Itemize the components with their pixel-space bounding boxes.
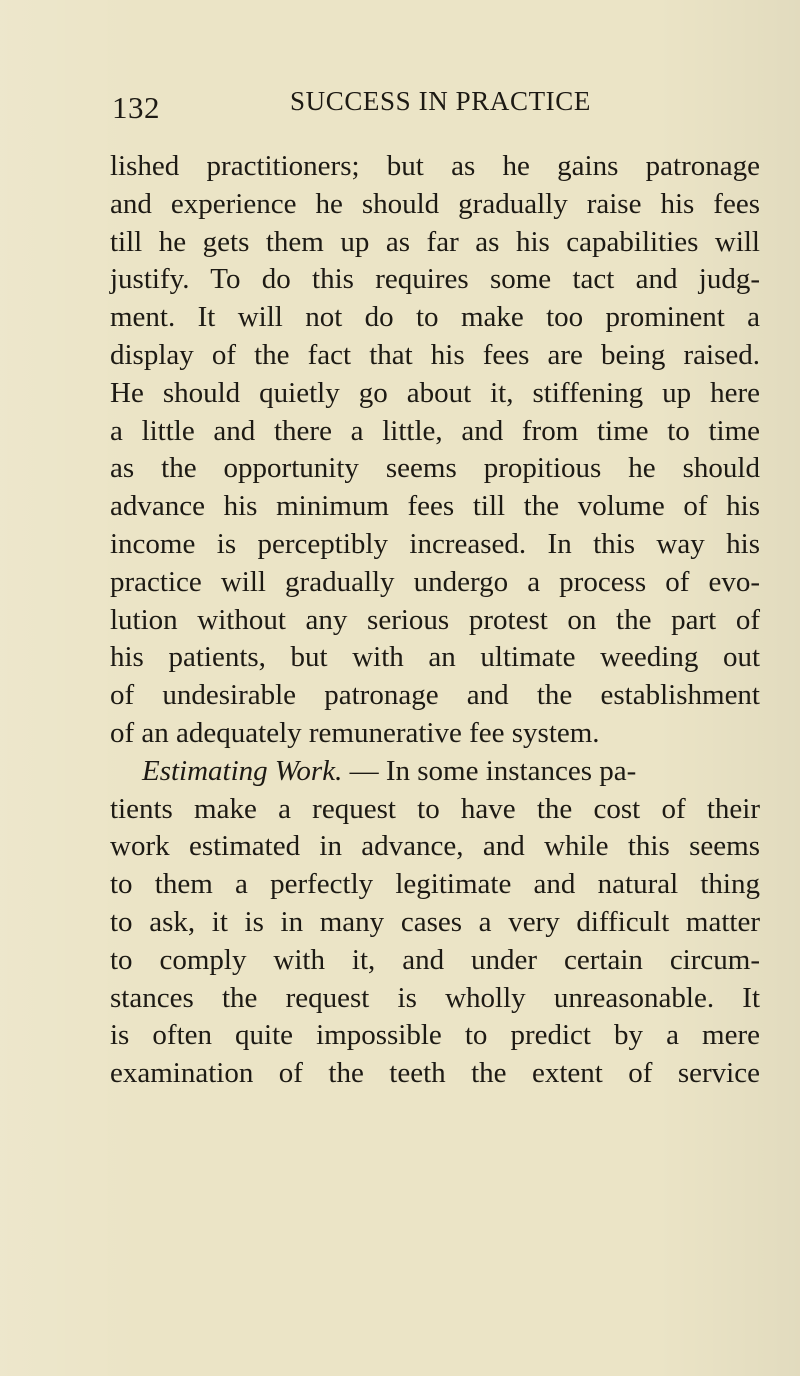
section-dash: — xyxy=(342,754,386,787)
text-line: advance his minimum fees till the volume of his xyxy=(110,490,760,523)
text-line: tients make a request to have the cost of their xyxy=(110,792,760,825)
text-line: to comply with it, and under certain circum- xyxy=(110,943,760,976)
page-number: 132 xyxy=(112,90,160,125)
text-line: income is perceptibly increased. In this way his xyxy=(110,527,760,560)
text-line: to them a perfectly legitimate and natural thing xyxy=(110,868,760,901)
running-title: SUCCESS IN PRACTICE xyxy=(290,86,591,116)
text-line: is often quite impossible to predict by a mere xyxy=(110,1019,760,1052)
section-heading: Estimating Work. xyxy=(142,754,343,787)
text-line: practice will gradually undergo a process of evo- xyxy=(110,565,760,598)
text-line: examination of the teeth the extent of service xyxy=(110,1057,760,1090)
text-line: stances the request is wholly unreasonable. It xyxy=(110,981,760,1014)
text-line: ment. It will not do to make too prominent a xyxy=(110,301,760,334)
text-line: till he gets them up as far as his capabilities will xyxy=(110,225,760,258)
text-line: to ask, it is in many cases a very difficult matter xyxy=(110,905,760,938)
text-line: his patients, but with an ultimate weeding out xyxy=(110,641,760,674)
text-line: a little and there a little, and from time to time xyxy=(110,414,760,447)
page-text xyxy=(110,148,760,1093)
text-line-fragment: In some instances pa- xyxy=(385,754,637,787)
page-header xyxy=(112,86,752,126)
text-line: of an adequately remunerative fee system. xyxy=(110,716,600,749)
text-line: He should quietly go about it, stiffening up here xyxy=(110,376,760,409)
text-line: and experience he should gradually raise his fees xyxy=(110,187,760,220)
text-line: work estimated in advance, and while this seems xyxy=(110,830,760,863)
section-heading-line xyxy=(110,753,760,791)
text-line: lished practitioners; but as he gains patronage xyxy=(110,150,760,182)
text-line: of undesirable patronage and the establishment xyxy=(110,679,760,712)
text-line: justify. To do this requires some tact and judg- xyxy=(110,263,760,296)
text-line: lution without any serious protest on the part of xyxy=(110,603,760,636)
text-line: display of the fact that his fees are being raised. xyxy=(110,338,760,371)
text-line: as the opportunity seems propitious he should xyxy=(110,452,760,485)
